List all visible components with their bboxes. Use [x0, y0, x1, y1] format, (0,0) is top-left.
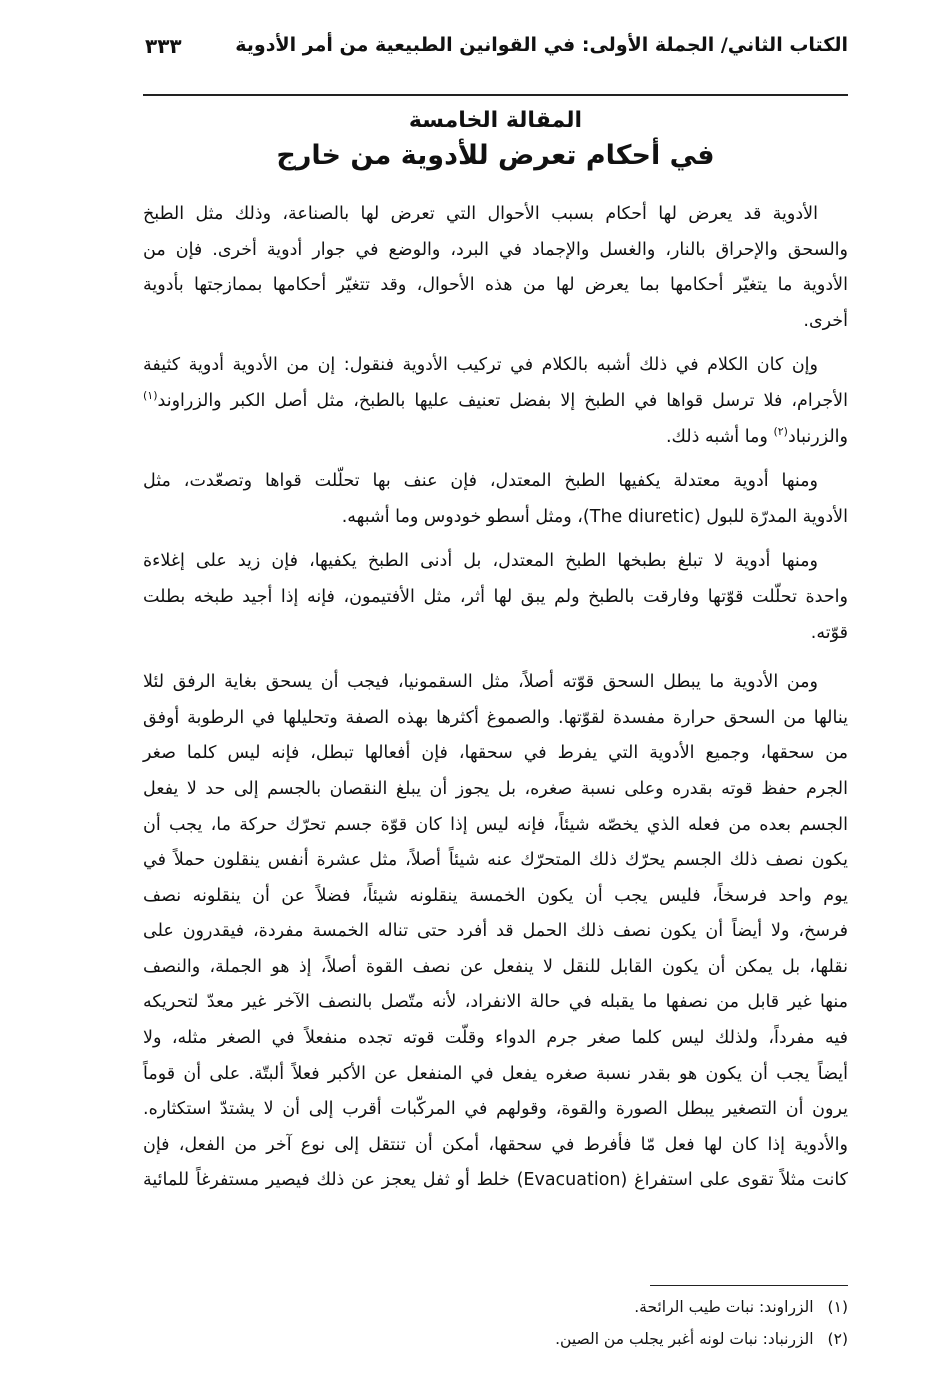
text-line: [143, 665, 848, 701]
line-text: واحدة تحلّلت قوّتها وفارقت بالطبخ ولم يبق لها أثر، مثل الأفتيمون، فإنه إذا أجيد طبخه بطلت: [143, 586, 848, 607]
line-text: يرون أن التصغير يبطل الصورة والقوة، وقولهم في المركّبات أقرب إلى أن لا يشتدّ استكثاره.: [143, 1099, 848, 1120]
text-line: [143, 1163, 848, 1199]
paragraph: [143, 665, 848, 1199]
text-line: [143, 736, 848, 772]
text-line: [143, 420, 848, 456]
footnote-number: (١): [827, 1298, 848, 1316]
footnote: [634, 1298, 848, 1316]
text-line: [143, 580, 848, 616]
line-text: يكون نصف ذلك الجسم يحرّك ذلك المتحرّك عنه شيئاً أصلاً، مثل عشرة أنفس ينقلون حملاً في: [143, 850, 848, 871]
line-text: فرسخ، ولا أيضاً أن يكون نصف ذلك الحمل قد أفرد حتى تناله الخمسة مفردة، فيقدرون على: [143, 921, 848, 942]
text-line: [143, 233, 848, 269]
running-title: الكتاب الثاني/ الجملة الأولى: في القوانين الطبيعية من أمر الأدوية: [235, 34, 848, 56]
line-text: الأجرام، فلا ترسل قواها في الطبخ إلا بفضل تعنيف عليها بالطبخ، مثل أصل الكبر والزراوند: [157, 390, 848, 411]
paragraph: [143, 348, 848, 455]
page-number: ٣٣٣: [145, 34, 182, 58]
line-text: أيضاً يجب أن يكون هو بقدر نسبة صغره يفعل في المنفعل عن الأكبر فعلاً ألبتّة. على أن قوماً: [143, 1063, 848, 1084]
text-line: [143, 464, 848, 500]
text-line: [143, 914, 848, 950]
line-text: نقلها، بل يمكن أن يكون القابل للنقل لا ينفعل عن نصف القوة أصلاً، إذ هو الجملة، والنصف: [143, 956, 848, 977]
line-text: قوّته.: [810, 622, 848, 643]
paragraph: [143, 464, 848, 535]
line-text: الأدوية المدرّة للبول (The diuretic)، ومثل أسطو خودوس وما أشبهه.: [341, 506, 848, 527]
text-line: [143, 197, 848, 233]
running-header: [143, 34, 848, 74]
line-text: ومن الأدوية ما يبطل السحق قوّته أصلاً، مثل السقمونيا، فيجب أن يسحق بغاية الرفق لئلا: [143, 672, 818, 693]
line-text: من سحقها، وجميع الأدوية التي يفرط في سحقها، فإن أفعالها تبطل، فإنه ليس كلما صغر: [143, 743, 848, 764]
text-line: [143, 843, 848, 879]
footnote-marker[interactable]: (٢): [773, 424, 788, 438]
text-line: [143, 544, 848, 580]
footnote: [555, 1330, 848, 1348]
line-text: ينالها من السحق حرارة مفسدة لقوّتها. والصموغ أكثرها بهذه الصفة وتحليلها في الرطوبة أوفق: [143, 707, 848, 728]
chapter-subtitle: في أحكام تعرض للأدوية من خارج: [276, 140, 715, 171]
text-line: [143, 879, 848, 915]
text-line: [143, 808, 848, 844]
line-text: وما أشبه ذلك.: [665, 426, 774, 447]
line-text: أخرى.: [803, 310, 848, 331]
line-text: والزرنباد: [787, 426, 848, 447]
footnote-number: (٢): [827, 1330, 848, 1348]
text-line: [143, 985, 848, 1021]
text-line: [143, 772, 848, 808]
header-rule: [143, 94, 848, 96]
text-line: [143, 950, 848, 986]
line-text: منها غير قابل من نصفها ما يقبله في حالة الانفراد، لأنه متّصل بالنصف الآخر غير معدّ لتحريكه: [143, 992, 848, 1013]
text-line: [143, 348, 848, 384]
line-text: والأدوية إذا كان لها فعل مّا فأفرط في سحقها، أمكن أن تنتقل إلى نوع آخر من الفعل، فإن: [143, 1134, 848, 1155]
footnote-marker[interactable]: (١): [143, 389, 158, 403]
text-line: [143, 1021, 848, 1057]
text-line: [143, 1128, 848, 1164]
text-line: [143, 268, 848, 304]
footnote-text: الزرنباد: نبات لونه أغبر يجلب من الصين.: [555, 1330, 814, 1348]
text-line: [143, 1092, 848, 1128]
line-text: الأدوية قد يعرض لها أحكام بسبب الأحوال التي تعرض لها بالصناعة، وذلك مثل الطبخ: [143, 204, 818, 224]
line-text: الأدوية ما يتغيّر أحكامها بما يعرض لها من هذه الأحوال، وقد تتغيّر أحكامها بممازجتها بأدوية: [143, 275, 848, 296]
paragraph: [143, 544, 848, 651]
footnote-rule: [650, 1285, 848, 1286]
line-text: ومنها أدوية معتدلة يكفيها الطبخ المعتدل، فإن عنف بها تحلّلت قواها وتصعّدت، مثل: [143, 471, 818, 492]
text-line: [143, 384, 848, 420]
footnote-text: الزراوند: نبات طيب الرائحة.: [634, 1298, 814, 1316]
paragraph: [143, 197, 848, 339]
line-text: الجسم بعده من فعله الذي يخصّه شيئاً، فإنه ليس إذا كان قوّة جسم تحرّك حركة ما، يجب أن: [143, 814, 848, 835]
text-line: [143, 500, 848, 536]
line-text: ومنها أدوية لا تبلغ بطبخها الطبخ المعتدل، بل أدنى الطبخ يكفيها، فإن زيد على إغلاءة: [143, 551, 818, 572]
text-line: [143, 1057, 848, 1093]
line-text: كانت مثلاً تقوى على استفراغ (Evacuation) خلط أو ثفل يعجز عن ذلك فيصير مستفرغاً للمائية: [143, 1170, 848, 1191]
line-text: وإن كان الكلام في ذلك أشبه بالكلام في تركيب الأدوية فنقول: إن من الأدوية أدوية كثيفة: [143, 355, 818, 376]
line-text: الجرم حفظ قوته بقدره وعلى نسبة صغره، بل يجوز أن يبلغ النقصان بالجسم إلى حد لا يفعل: [143, 778, 848, 799]
line-text: فيه مفرداً، ولذلك ليس كلما صغر جرم الدواء وقلّت قوته تجده منفعلاً في الصغر مثله، ولا: [143, 1028, 848, 1049]
chapter-title: المقالة الخامسة: [408, 108, 583, 133]
body-text: [143, 197, 848, 1208]
text-line: [143, 701, 848, 737]
text-line: [143, 304, 848, 340]
line-text: والسحق والإحراق بالنار، والغسل والإجماد في البرد، والوضع في جوار أدوية أخرى. فإن من: [143, 239, 848, 260]
text-line: [143, 616, 848, 652]
line-text: يوم واحد فرسخاً، فليس يجب أن يكون الخمسة ينقلونه شيئاً، فضلاً عن أن ينقلونه نصف: [143, 885, 848, 906]
